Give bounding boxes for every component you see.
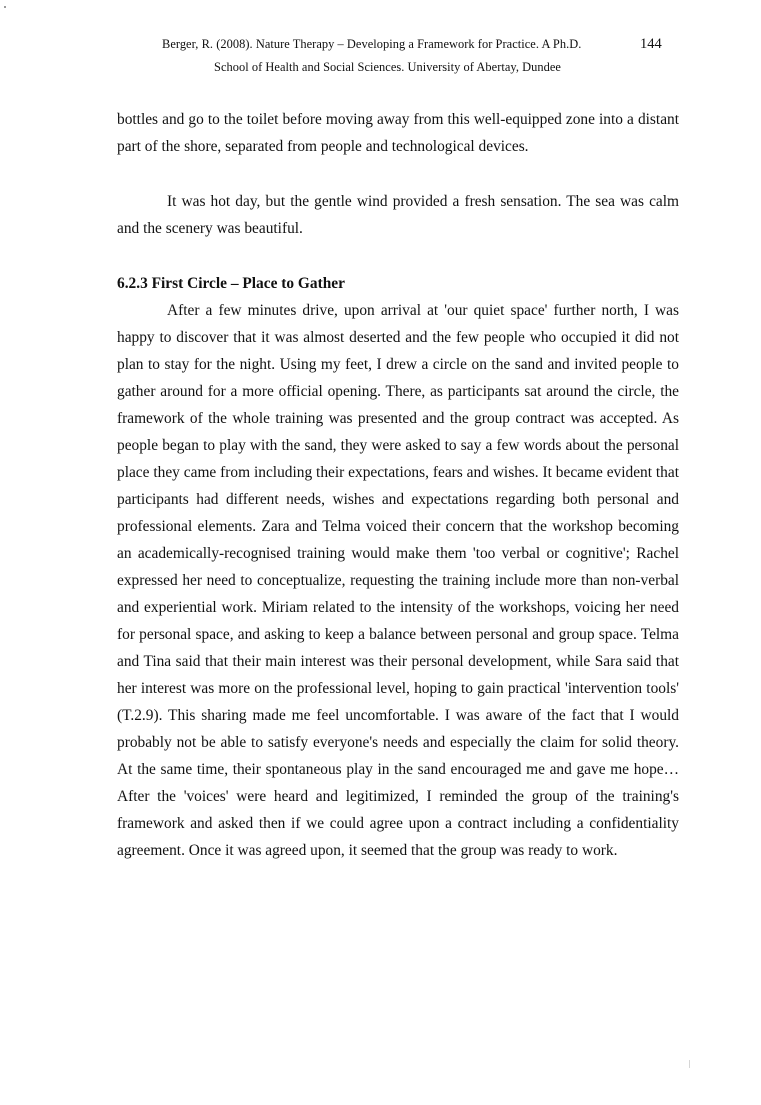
paragraph-first-circle: After a few minutes drive, upon arrival at 'our quiet space' further north, I was happy to discover that it was almost deserted and the few people who occupied it did not plan to stay for the night. Using my feet, I drew a circle on the sand and invited people to gather around for a more official opening. There, as participants sat around the circle, the framework of the whole training was presented and the group contract was accepted. As people began to play with the sand, they were asked to say a few words about the personal place they came from including their expectations, fears and wishes. It became evident that participants had different needs, wishes and expectations regarding both personal and professional elements. Zara and Telma voiced their concern that the workshop becoming an academically-recognised training would make them 'too verbal or cognitive'; Rachel expressed her need to conceptualize, requesting the training include more than non-verbal and experiential work. Miriam related to the intensity of the workshops, voicing her need for personal space, and asking to keep a balance between personal and group space. Telma and Tina said that their main interest was their personal development, while Sara said that her interest was more on the professional level, hoping to gain practical 'intervention tools' (T.2.9). This sharing made me feel uncomfortable. I was aware of the fact that I would probably not be able to satisfy everyone's needs and especially the claim for solid theory. At the same time, their spontaneous play in the sand encouraged me and gave me hope… After the 'voices' were heard and legitimized, I reminded the group of the training's framework and asked then if we could agree upon a contract including a confidentiality agreement. Once it was agreed upon, it seemed that the group was ready to work. [117, 302, 679, 859]
header-institution: School of Health and Social Sciences. University of Abertay, Dundee [214, 60, 561, 74]
paragraph-continuation: bottles and go to the toilet before moving away from this well-equipped zone into a distant part of the shore, separated from people and technological devices. [117, 111, 679, 155]
header-citation: Berger, R. (2008). Nature Therapy – Developing a Framework for Practice. A Ph.D. [162, 37, 582, 51]
scan-corner-mark [4, 6, 6, 8]
paragraph-weather: It was hot day, but the gentle wind provided a fresh sensation. The sea was calm and the scenery was beautiful. [117, 193, 679, 237]
page-number: 144 [640, 36, 662, 52]
scan-edge-mark [689, 1060, 690, 1068]
section-heading: 6.2.3 First Circle – Place to Gather [117, 275, 345, 292]
